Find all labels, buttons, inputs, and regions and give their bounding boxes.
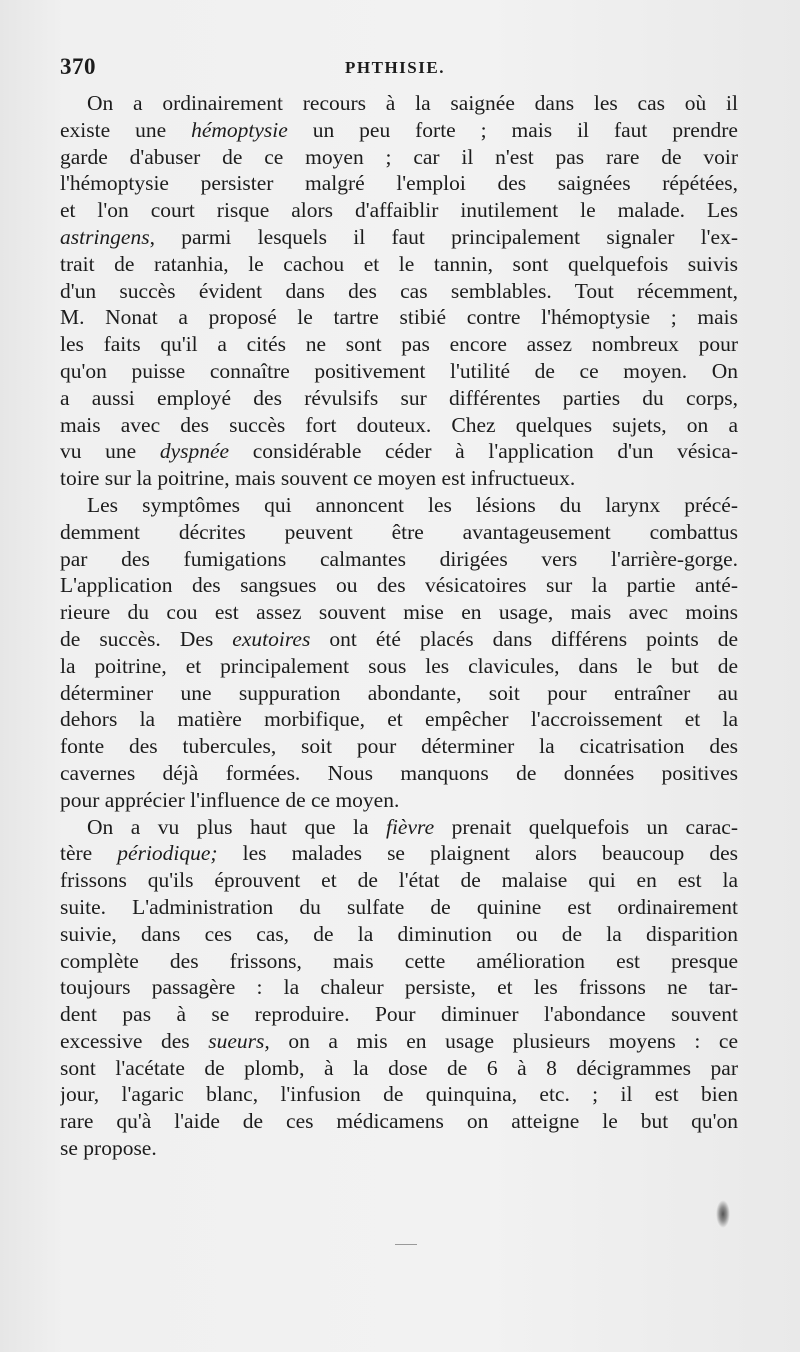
text-run: dent pas à se reproduire. Pour diminuer l'abondance souvent: [60, 1002, 738, 1027]
text-run: et l'on court risque alors d'affaiblir inutilement le malade. Les: [60, 198, 738, 223]
text-run: M. Nonat a proposé le tartre stibié contre l'hémoptysie ; mais: [60, 305, 738, 330]
text-run: a aussi employé des révulsifs sur différentes parties du corps,: [60, 385, 738, 410]
text-run: déterminer une suppuration abondante, soit pour entraîner au: [60, 680, 738, 705]
text-run: d'un succès évident dans des cas semblables. Tout récemment,: [60, 278, 738, 303]
italic-term: sueurs,: [208, 1028, 270, 1053]
text-line: [60, 224, 738, 251]
text-run: On a vu plus haut que la: [87, 814, 386, 839]
text-run: vu une: [60, 439, 160, 464]
text-line: [60, 680, 738, 707]
text-run: qu'on puisse connaître positivement l'utilité de ce moyen. On: [60, 358, 738, 383]
text-line: [60, 519, 738, 546]
text-line: [60, 331, 738, 358]
text-line: [60, 948, 738, 975]
text-line: [60, 653, 738, 680]
text-run: jour, l'agaric blanc, l'infusion de quinquina, etc. ; il est bien: [60, 1082, 738, 1107]
text-line: [60, 626, 738, 653]
text-line: [60, 546, 738, 573]
italic-term: dyspnée: [159, 439, 230, 464]
text-run: suite. L'administration du sulfate de quinine est ordinairement: [60, 894, 738, 919]
text-run: Les symptômes qui annoncent les lésions du larynx précé-: [87, 492, 738, 517]
text-line: [60, 385, 738, 412]
text-line: [60, 144, 738, 171]
text-line: [60, 278, 738, 305]
text-run: pour apprécier l'influence de ce moyen.: [60, 787, 400, 812]
text-line: [60, 706, 738, 733]
paragraph: [60, 90, 738, 492]
text-line: [60, 921, 738, 948]
text-run: frissons qu'ils éprouvent et de l'état de malaise qui en est la: [60, 868, 738, 893]
text-run: toujours passagère : la chaleur persiste, et les frissons ne tar-: [60, 975, 738, 1000]
text-run: complète des frissons, mais cette amélioration est presque: [60, 948, 738, 973]
text-run: existe une: [60, 117, 192, 142]
page-header: [60, 54, 750, 84]
italic-term: hémoptysie: [191, 117, 288, 142]
text-line: [60, 760, 738, 787]
text-line: [60, 814, 738, 841]
text-line: [60, 867, 738, 894]
text-line: [60, 251, 738, 278]
text-run: fonte des tubercules, soit pour déterminer la cicatrisation des: [60, 734, 738, 759]
text-run: se propose.: [60, 1136, 157, 1161]
running-title: PHTHISIE.: [345, 58, 445, 77]
text-line: [60, 438, 738, 465]
text-line: [60, 599, 738, 626]
text-line: [60, 787, 738, 814]
text-run: ont été placés dans différens points de: [310, 626, 738, 651]
text-run: mais avec des succès fort douteux. Chez quelques sujets, on a: [60, 412, 738, 437]
text-run: prenait quelquefois un carac-: [434, 814, 738, 839]
text-line: [60, 1108, 738, 1135]
text-run: demment décrites peuvent être avantageusement combattus: [60, 519, 738, 544]
text-run: cavernes déjà formées. Nous manquons de données positives: [60, 760, 738, 785]
text-line: [60, 572, 738, 599]
text-line: [60, 1081, 738, 1108]
text-run: considérable céder à l'application d'un vésica-: [229, 439, 738, 464]
text-line: [60, 117, 738, 144]
text-run: rare qu'à l'aide de ces médicamens on atteigne le but qu'on: [60, 1109, 738, 1134]
text-run: suivie, dans ces cas, de la diminution ou de la disparition: [60, 921, 738, 946]
text-run: garde d'abuser de ce moyen ; car il n'est pas rare de voir: [60, 144, 738, 169]
text-run: de succès. Des: [60, 626, 233, 651]
text-run: rieure du cou est assez souvent mise en usage, mais avec moins: [60, 600, 738, 625]
text-run: On a ordinairement recours à la saignée dans les cas où il: [87, 91, 738, 115]
text-line: [60, 304, 738, 331]
text-run: la poitrine, et principalement sous les clavicules, dans le but de: [60, 653, 738, 678]
print-smudge: [395, 1244, 417, 1245]
text-run: trait de ratanhia, le cachou et le tannin, sont quelquefois suivis: [60, 251, 738, 276]
text-run: les malades se plaignent alors beaucoup des: [217, 841, 738, 866]
paragraph: [60, 492, 738, 814]
text-line: [60, 1135, 738, 1162]
text-run: , parmi lesquels il faut principalement signaler l'ex-: [149, 224, 738, 249]
text-run: un peu forte ; mais il faut prendre: [287, 117, 738, 142]
italic-term: fièvre: [385, 814, 435, 839]
body-text: [60, 90, 738, 1162]
text-line: [60, 1055, 738, 1082]
text-line: [60, 894, 738, 921]
text-line: [60, 197, 738, 224]
text-run: on a mis en usage plusieurs moyens : ce: [269, 1028, 738, 1053]
text-line: [60, 412, 738, 439]
text-line: [60, 170, 738, 197]
text-line: [60, 358, 738, 385]
text-line: [60, 1001, 738, 1028]
italic-term: exutoires: [232, 626, 311, 651]
text-line: [60, 90, 738, 117]
text-run: tère: [60, 841, 118, 866]
text-run: toire sur la poitrine, mais souvent ce moyen est infructueux.: [60, 466, 576, 491]
text-line: [60, 492, 738, 519]
paragraph: [60, 814, 738, 1162]
text-run: dehors la matière morbifique, et empêcher l'accroissement et la: [60, 707, 738, 732]
text-line: [60, 974, 738, 1001]
text-line: [60, 840, 738, 867]
ink-mark: [716, 1200, 730, 1228]
italic-term: astringens: [60, 224, 150, 249]
text-run: les faits qu'il a cités ne sont pas encore assez nombreux pour: [60, 332, 738, 357]
text-run: par des fumigations calmantes dirigées vers l'arrière-gorge.: [60, 546, 738, 571]
text-run: l'hémoptysie persister malgré l'emploi des saignées répétées,: [60, 171, 738, 196]
italic-term: périodique;: [117, 841, 218, 866]
text-line: [60, 1028, 738, 1055]
text-run: sont l'acétate de plomb, à la dose de 6 à 8 décigrammes par: [60, 1055, 738, 1080]
page-number: 370: [60, 54, 96, 79]
text-run: excessive des: [60, 1028, 209, 1053]
text-run: L'application des sangsues ou des vésicatoires sur la partie anté-: [60, 573, 738, 598]
text-line: [60, 733, 738, 760]
text-line: [60, 465, 738, 492]
